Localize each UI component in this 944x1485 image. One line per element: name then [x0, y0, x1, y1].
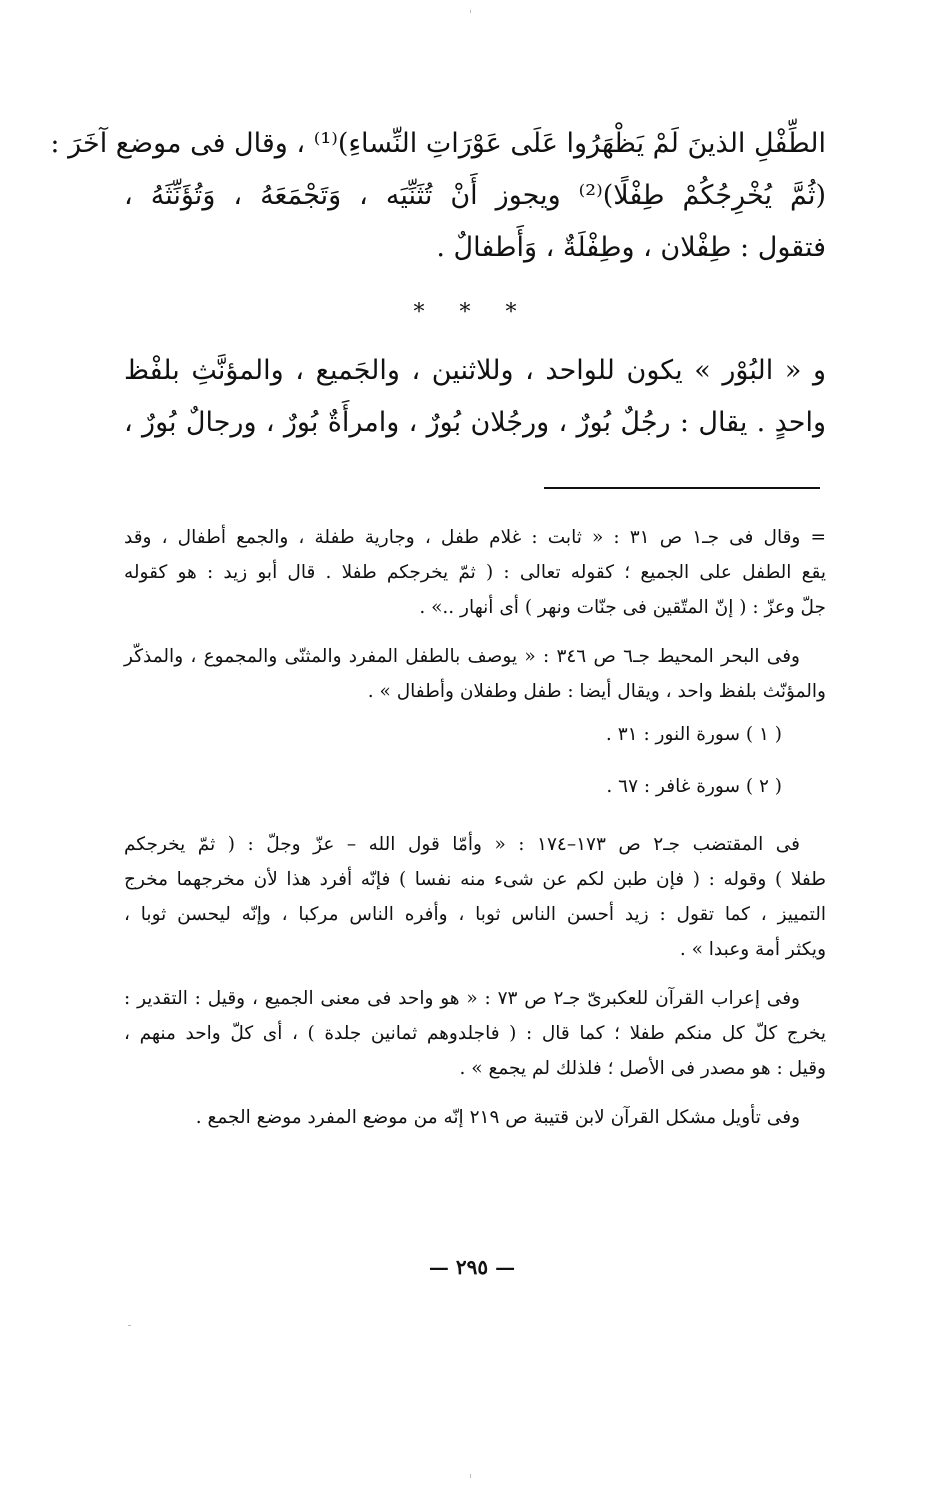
- page-number: — ٢٩٥ —: [428, 1255, 516, 1279]
- main-line: الطِّفْلِ الذينَ لَمْ يَظْهَرُوا عَلَى عَوْرَاتِ النِّساءِ)⁽¹⁾ ، وقال فى موضع آخَرَ :: [50, 128, 826, 159]
- footnote-divider: [544, 487, 820, 489]
- footnote-list: [124, 709, 826, 813]
- note-line: ويكثر أمة وعبدا » .: [679, 939, 826, 960]
- section-line: واحدٍ . يقال : رجُلٌ بُورٌ ، ورجُلان بُورٌ ، وامرأَةٌ بُورٌ ، ورجالٌ بُورٌ ،: [124, 407, 826, 438]
- note-paragraph: [124, 520, 826, 625]
- note-line: وفى إعراب القرآن للعكبرىّ جـ٢ ص ٧٣ : « هو واحد فى معنى الجميع ، وقيل : التقدير :: [124, 988, 800, 1009]
- note-line: وقيل : هو مصدر فى الأصل ؛ فلذلك لم يجمع » .: [459, 1058, 826, 1079]
- note-paragraph: [124, 827, 826, 967]
- section-line: و « البُوْر » يكون للواحد ، وللاثنين ، والجَميع ، والمؤنَّثِ بلفْظ: [124, 355, 826, 386]
- main-line: فتقول : طِفْلان ، وطِفْلَةٌ ، وَأَطفالٌ .: [436, 232, 826, 263]
- scan-speck: [470, 1474, 471, 1478]
- note-line: فى المقتضب جـ٢ ص ١٧٣–١٧٤ : « وأمّا قول الله – عزّ وجلّ : ( ثمّ يخرجكم: [124, 834, 800, 855]
- note-line: يقع الطفل على الجميع ؛ كقوله تعالى : ( ثمّ يخرجكم طفلا . قال أبو زيد : هو كقوله: [124, 562, 826, 583]
- note-line: وفى تأويل مشكل القرآن لابن قتيبة ص ٢١٩ إنّه من موضع المفرد موضع الجمع .: [195, 1107, 800, 1128]
- main-text: [50, 118, 826, 274]
- note-line: جلّ وعزّ : ( إنّ المتّقين فى جنّات ونهر ) أى أنهار ..» .: [419, 597, 826, 618]
- note-line: يخرج كلّ كل منكم طفلا ؛ كما قال : ( فاجلدوهم ثمانين جلدة ) ، أى كلّ واحد منهم ،: [124, 1023, 826, 1044]
- footnote-item: ( ١ ) سورة النور : ٣١ .: [605, 724, 782, 745]
- footnote-item: ( ٢ ) سورة غافر : ٦٧ .: [606, 776, 782, 797]
- section-separator: * * *: [413, 300, 531, 325]
- note-line: = وقال فى جـ١ ص ٣١ : « ثابت : غلام طفل ، وجارية طفلة ، والجمع أطفال ، وقد: [124, 527, 826, 548]
- note-paragraph: [124, 639, 826, 709]
- note-line: التمييز ، كما تقول : زيد أحسن الناس ثوبا ، وأفره الناس مركبا ، وإنّه ليحسن ثوبا ،: [124, 904, 826, 925]
- footnotes-area: [124, 520, 826, 1135]
- note-line: وفى البحر المحيط جـ٦ ص ٣٤٦ : « يوصف بالطفل المفرد والمثنّى والمجموع ، والمذكّر: [124, 646, 800, 667]
- main-line: (ثُمَّ يُخْرِجُكُمْ طِفْلًا)⁽²⁾ ويجوز أَنْ تُثَنِّيَه ، وَتَجْمَعَهُ ، وَتُؤَنِّثَهُ ،: [124, 180, 826, 211]
- note-line: والمؤنّث بلفظ واحد ، ويقال أيضا : طفل وطفلان وأطفال » .: [367, 681, 826, 702]
- scan-speck: [470, 10, 471, 13]
- note-line: طفلا ) وقوله : ( فإن طبن لكم عن شىء منه نفسا ) فإنّه أفرد هذا لأن مخرجهما مخرج: [124, 869, 826, 890]
- note-paragraph: [124, 981, 826, 1086]
- scan-speck: [128, 1325, 131, 1326]
- note-paragraph: [124, 1100, 826, 1135]
- section-text: [124, 345, 826, 449]
